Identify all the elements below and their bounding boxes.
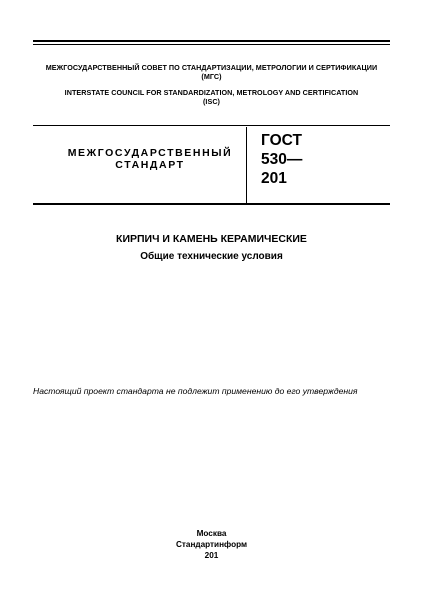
- top-rule-thick: [33, 40, 390, 42]
- gost-line2: 530—: [261, 151, 303, 168]
- imprint-city: Москва: [196, 529, 227, 538]
- council-en-line1: INTERSTATE COUNCIL FOR STANDARDIZATION, METROLOGY AND CERTIFICATION: [64, 88, 359, 97]
- document-title: КИРПИЧ И КАМЕНЬ КЕРАМИЧЕСКИЕ: [116, 233, 307, 245]
- gost-line3: 201: [261, 170, 287, 187]
- imprint-year: 201: [204, 551, 219, 560]
- gost-line1: ГОСТ: [261, 132, 302, 149]
- council-ru-line2: (МГС): [201, 72, 222, 81]
- imprint-publisher: Стандартинформ: [175, 540, 248, 549]
- standard-label-line2: СТАНДАРТ: [115, 159, 185, 171]
- standard-block-divider: [246, 127, 247, 203]
- top-rule-thin: [33, 44, 390, 45]
- council-ru-line1: МЕЖГОСУДАРСТВЕННЫЙ СОВЕТ ПО СТАНДАРТИЗАЦИИ, МЕТРОЛОГИИ И СЕРТИФИКАЦИИ: [45, 63, 378, 72]
- standard-label-line1: МЕЖГОСУДАРСТВЕННЫЙ: [67, 147, 233, 159]
- standard-block-top-rule: [33, 125, 390, 126]
- document-subtitle: Общие технические условия: [140, 251, 283, 262]
- draft-note: Настоящий проект стандарта не подлежит применению до его утверждения: [33, 386, 358, 396]
- standard-block-bottom-rule: [33, 203, 390, 205]
- council-en-line2: (ISC): [202, 97, 221, 106]
